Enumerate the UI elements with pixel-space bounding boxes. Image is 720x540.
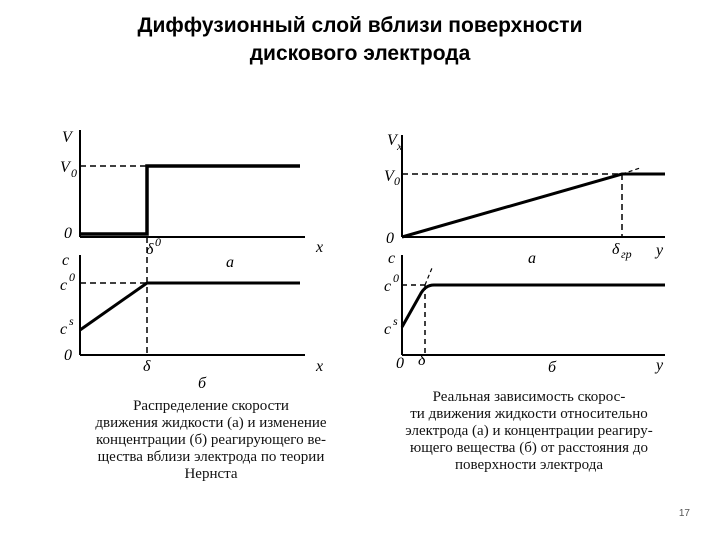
left-bottom-delta-label: δ xyxy=(143,358,151,375)
left-top-origin: 0 xyxy=(64,225,72,242)
right-bottom-c0-sup: 0 xyxy=(393,271,399,285)
right-bottom-c0-label: c xyxy=(384,278,392,295)
right-bottom-cs-label: c xyxy=(384,321,392,338)
right-bottom-axis-y-label: с xyxy=(388,250,396,267)
right-top-v0-sub: 0 xyxy=(394,174,400,188)
right-top-delta-sub: гр xyxy=(621,247,632,261)
left-caption-line: щества вблизи электрода по теории xyxy=(97,449,325,465)
right-bottom-cs-sup: s xyxy=(393,314,398,328)
right-figure-caption xyxy=(376,389,682,474)
left-bottom-cs-sup: s xyxy=(69,314,74,328)
left-bottom-cs-label: c xyxy=(60,321,68,338)
left-bottom-c0-sup: 0 xyxy=(69,270,75,284)
title-line-1: Диффузионный слой вблизи поверхности xyxy=(137,14,583,37)
right-top-axis-x-label: y xyxy=(656,242,664,259)
left-caption-line: Распределение скорости xyxy=(133,398,289,414)
left-caption-line: концентрации (б) реагирующего ве- xyxy=(96,432,326,448)
right-top-v0-label: V xyxy=(384,168,394,185)
right-bottom-panel-label: б xyxy=(548,359,557,376)
left-bottom-axis-x-label: x xyxy=(316,358,324,375)
left-bottom-concentration-curve xyxy=(80,283,300,330)
right-top-axis-y-label: V xyxy=(387,132,397,149)
right-top-delta-label: δ xyxy=(612,241,620,258)
right-caption-line: Реальная зависимость скорос- xyxy=(432,389,626,405)
left-top-v0-sub: 0 xyxy=(71,166,77,180)
right-figure xyxy=(402,135,665,355)
left-top-velocity-curve xyxy=(80,166,300,234)
right-caption-line: электрода (а) и концентрации реагиру- xyxy=(405,423,653,439)
page-number: 17 xyxy=(678,508,690,519)
right-bottom-concentration-curve xyxy=(402,285,665,327)
left-top-panel-label: а xyxy=(226,254,234,271)
right-caption-line: ти движения жидкости относительно xyxy=(410,406,648,422)
left-caption-line: Нернста xyxy=(184,466,238,482)
left-caption-line: движения жидкости (а) и изменение xyxy=(95,415,327,431)
right-bottom-tangent-extension xyxy=(425,268,432,285)
left-top-v0-label: V xyxy=(60,159,70,176)
right-bottom-axis-x-label: y xyxy=(656,357,664,374)
right-bottom-origin: 0 xyxy=(396,355,404,372)
left-top-axis-y-label: V xyxy=(62,129,72,146)
title-line-2: дискового электрода xyxy=(249,42,471,65)
right-caption-line: ющего вещества (б) от расстояния до xyxy=(410,440,648,456)
right-top-panel-label: а xyxy=(528,250,536,267)
right-top-origin: 0 xyxy=(386,230,394,247)
left-top-axis-x-label: x xyxy=(316,239,324,256)
left-figure xyxy=(80,130,305,355)
left-bottom-axis-y-label: с xyxy=(62,252,70,269)
left-bottom-c0-label: c xyxy=(60,277,68,294)
left-bottom-origin: 0 xyxy=(64,347,72,364)
right-top-axis-y-sub: x xyxy=(397,139,403,153)
right-caption-line: поверхности электрода xyxy=(454,457,604,473)
left-figure-caption xyxy=(56,398,366,483)
left-top-delta-sup: 0 xyxy=(155,235,161,249)
right-bottom-delta-label: δ xyxy=(418,352,426,369)
right-top-velocity-curve xyxy=(402,174,665,237)
left-bottom-panel-label: б xyxy=(198,375,207,392)
left-top-delta-label: δ xyxy=(146,241,154,258)
